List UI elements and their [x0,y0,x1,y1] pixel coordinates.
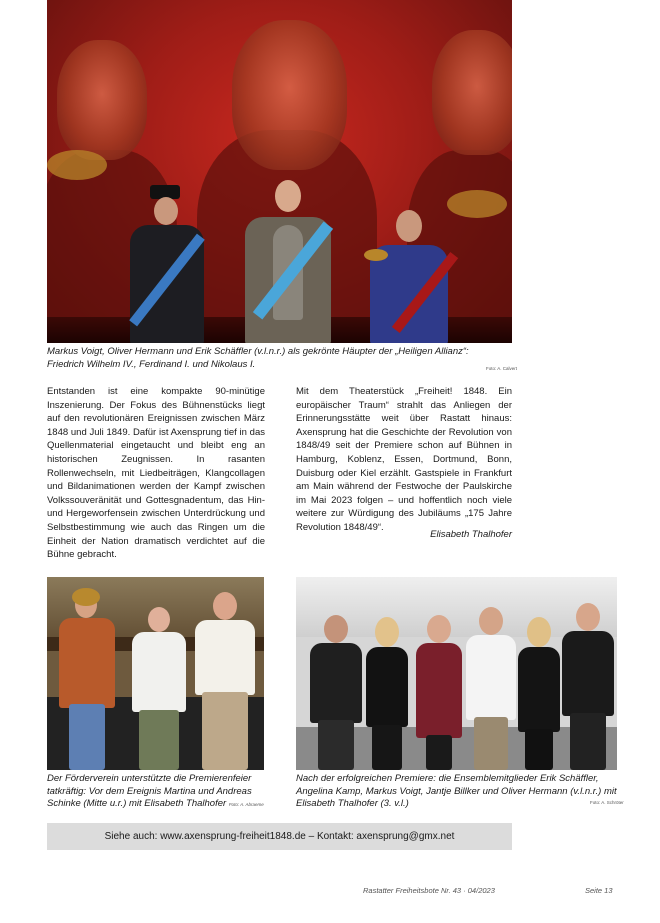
article-author: Elisabeth Thalhofer [430,529,512,540]
hero-photo-credit: Foto: A. Calvert [486,366,518,371]
person-erik-schaeffler [310,615,362,770]
hero-caption [47,346,517,371]
actor-right [362,205,452,343]
contact-links: Siehe auch: www.axensprung-freiheit1848.de – Kontakt: axensprung@gmx.net [104,831,455,842]
person-thalhofer [57,592,117,770]
ensemble-photo-credit: Foto: A. Schröter [590,800,624,805]
person-elisabeth-thalhofer [414,615,464,770]
person-andreas-schinke [192,592,258,770]
page-number: Seite 13 [585,886,613,895]
actor-middle [237,175,337,343]
contact-bar [47,823,512,850]
person-angelina-kamp [364,617,410,770]
person-oliver-hermann [562,603,614,770]
hero-caption-line1: Markus Voigt, Oliver Hermann und Erik Schäffler (v.l.n.r.) als gekrönte Häupter der „Heiligen Allianz“: [47,346,469,357]
ensemble-caption-text: Nach der erfolgreichen Premiere: die Ensemblemitglieder Erik Schäffler, Angelina Kamp, Markus Voigt, Jantje Billker und Oliver Hermann (v.l.n.r.) mit Elisabeth Thalhofer (3. v.l.) [296,773,617,809]
portrait-face [57,40,147,160]
foerderverein-photo [47,577,264,770]
foerderverein-caption-text: Der Förderverein unterstützte die Premierenfeier tatkräftig: Vor dem Ereignis Martina und Andreas Schinke (Mitte u.r.) mit Elisabeth Thalhofer [47,773,252,809]
stage-photo [47,0,512,343]
person-martina-schinke [129,607,189,770]
hero-caption-line2: Friedrich Wilhelm IV., Ferdinand I. und Nikolaus I. [47,358,256,370]
portrait-epaulet [47,150,107,180]
person-markus-voigt [466,607,516,770]
ensemble-photo [296,577,617,770]
ensemble-caption [296,773,619,811]
publication-info: Rastatter Freiheitsbote Nr. 43 · 04/2023 [363,886,495,895]
portrait-face [232,20,347,170]
article-column-1: Entstanden ist eine kompakte 90-minütige Inszenierung. Der Fokus des Bühnenstücks liegt auf den revolutionären Ereignissen zwischen März 1848 und Juli 1849. Dafür ist Axensprung tief in das Quellenmaterial eingetaucht und bleibt eng an historischen Zeugnissen. In rasanten Rollenwechseln, mit Liedbeiträgen, Klangcollagen und Bildanimationen werden der Kampf zwischen Volkssouveränität und Gottesgnadentum, das Hin- und Hergeworfensein zwischen Unterdrückung und Selbstbestimmung wie auch das Ringen um die Einheit der Nation dramatisch verdichtet auf die Bühne gebracht. [47,386,265,561]
foerderverein-caption [47,773,269,812]
actor-left [122,185,212,343]
portrait-face [432,30,512,155]
portrait-epaulet [447,190,507,218]
person-jantje-billker [516,617,562,770]
foerderverein-photo-credit: Foto: A. Abraeme [228,802,264,807]
article-column-2: Mit dem Theaterstück „Freiheit! 1848. Ein europäischer Traum“ strahlt das Anliegen der Erinnerungsstätte weit über Rastatt hinaus: Axensprung hat die Geschichte der Revolution von 1848/49 seit der Premiere schon auf Bühnen in Hamburg, Koblenz, Essen, Dortmund, Bonn, Duisburg oder Kiel erzählt. Gastspiele in Frankfurt am Main während der Festwoche der Paulskirche im Mai 2023 folgen – und hoffentlich noch viele weitere zur Würdigung des Jubiläums „175 Jahre Revolution 1848/49“. [296,386,512,533]
